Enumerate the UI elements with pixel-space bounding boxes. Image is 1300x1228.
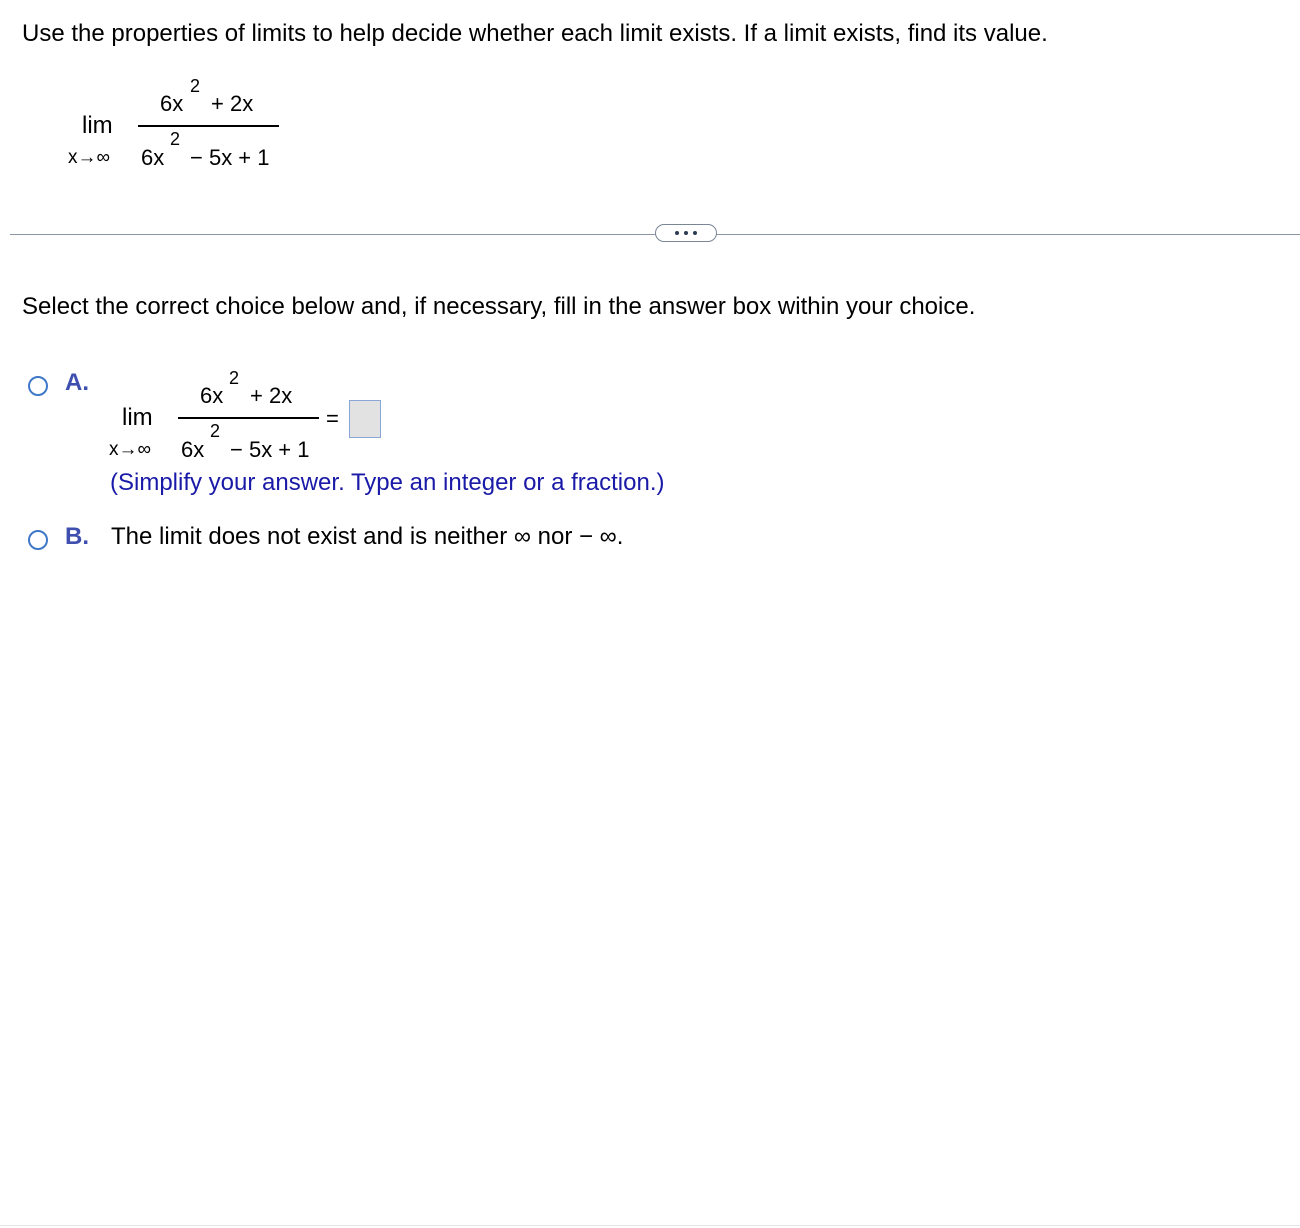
fraction-bar — [178, 417, 319, 419]
denominator-rest: − 5x + 1 — [190, 145, 270, 170]
choice-a-radio[interactable] — [28, 376, 48, 396]
numerator-base: 6x — [200, 383, 224, 408]
denominator-base: 6x — [181, 437, 205, 462]
numerator-rest: + 2x — [250, 383, 293, 408]
choice-b-radio[interactable] — [28, 530, 48, 550]
denominator-rest: − 5x + 1 — [230, 437, 310, 462]
numerator-exponent: 2 — [229, 368, 240, 388]
answer-hint: (Simplify your answer. Type an integer or a fraction.) — [110, 469, 665, 496]
more-options-button[interactable] — [655, 224, 717, 242]
choice-b-text[interactable]: The limit does not exist and is neither ∞ nor − ∞. — [111, 523, 624, 550]
dot-icon — [684, 231, 688, 235]
lim-label: lim — [122, 404, 153, 431]
denominator-exponent: 2 — [170, 129, 181, 149]
equals-sign: = — [326, 406, 339, 431]
bottom-border — [0, 1225, 1300, 1226]
numerator-exponent: 2 — [190, 76, 201, 96]
question-instruction: Use the properties of limits to help decide whether each limit exists. If a limit exists, find its value. — [22, 20, 1048, 47]
lim-approach: x→∞ — [68, 147, 111, 168]
select-prompt: Select the correct choice below and, if necessary, fill in the answer box within your choice. — [22, 293, 976, 320]
denominator-base: 6x — [141, 145, 165, 170]
denominator-exponent: 2 — [210, 421, 221, 441]
numerator-base: 6x — [160, 91, 184, 116]
dot-icon — [693, 231, 697, 235]
lim-approach: x→∞ — [109, 439, 152, 460]
lim-label: lim — [82, 112, 113, 139]
answer-input-box[interactable] — [349, 400, 381, 438]
choice-b-letter[interactable]: B. — [65, 523, 89, 550]
fraction-bar — [138, 125, 279, 127]
dot-icon — [675, 231, 679, 235]
numerator-rest: + 2x — [211, 91, 254, 116]
choice-a-letter[interactable]: A. — [65, 369, 89, 396]
